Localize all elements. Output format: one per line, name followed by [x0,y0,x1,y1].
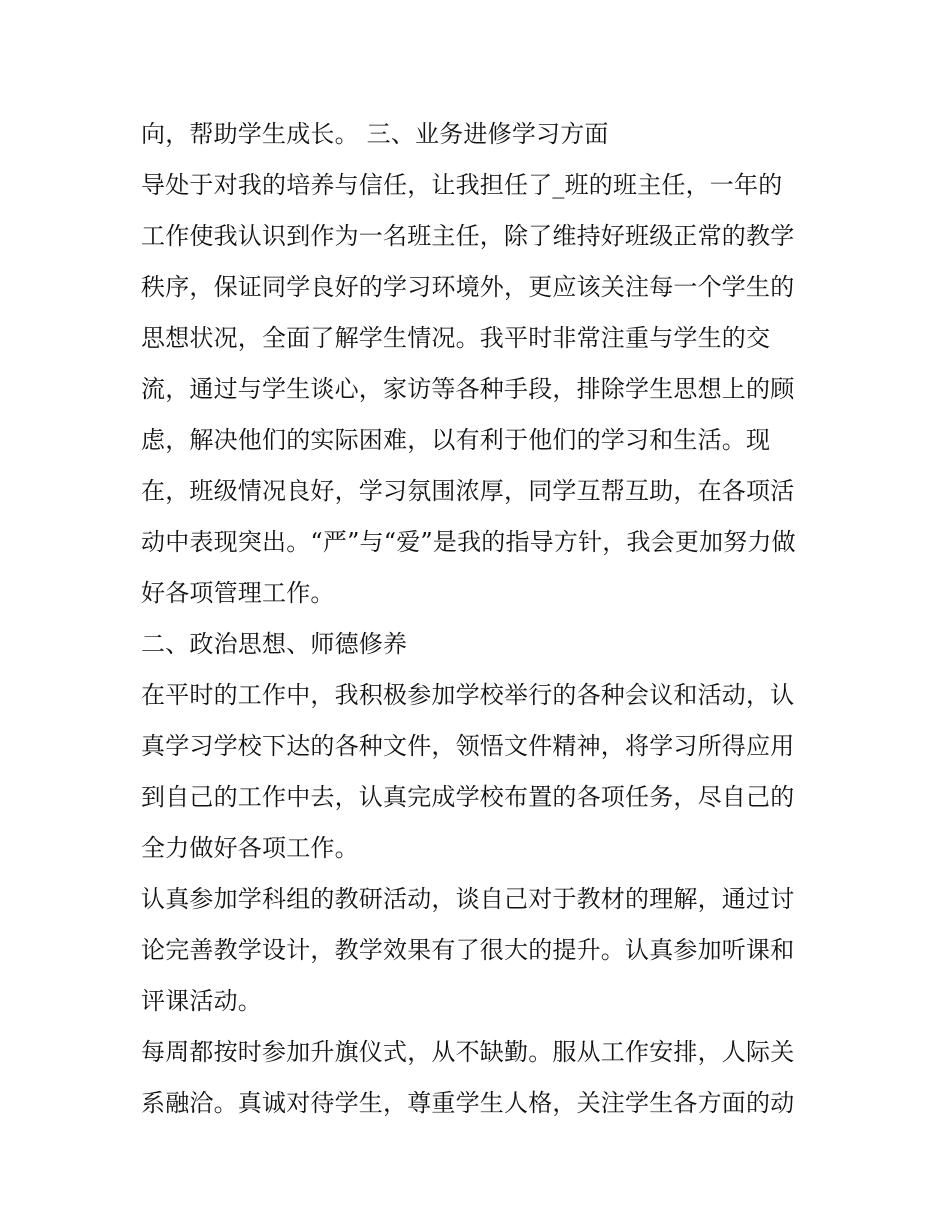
text-line-14: 到自己的工作中去，认真完成学校布置的各项任务，尽自己的 [141,783,795,811]
text-line-1: 向，帮助学生成长。 三、业务进修学习方面 [141,120,609,148]
text-line-18: 评课活动。 [141,987,262,1015]
text-line-4: 秩序，保证同学良好的学习环境外，更应该关注每一个学生的 [141,273,795,301]
text-line-19: 每周都按时参加升旗仪式，从不缺勤。服从工作安排，人际关 [141,1038,795,1066]
section-heading-politics: 二、政治思想、师德修养 [141,630,408,658]
text-line-2: 导处于对我的培养与信任，让我担任了_班的班主任，一年的 [141,171,783,199]
text-line-8: 在，班级情况良好，学习氛围浓厚，同学互帮互助，在各项活 [141,477,795,505]
text-line-7: 虑，解决他们的实际困难，以有利于他们的学习和生活。现 [141,426,771,454]
document-body [141,109,813,1129]
text-line-3: 工作使我认识到作为一名班主任，除了维持好班级正常的教学 [141,222,795,250]
text-line-6: 流，通过与学生谈心，家访等各种手段，排除学生思想上的顾 [141,375,795,403]
text-line-12: 在平时的工作中，我积极参加学校举行的各种会议和活动，认 [141,681,795,709]
text-line-15: 全力做好各项工作。 [141,834,359,862]
text-line-5: 思想状况，全面了解学生情况。我平时非常注重与学生的交 [141,324,771,352]
text-line-20: 系融洽。真诚对待学生，尊重学生人格，关注学生各方面的动 [141,1089,795,1117]
text-line-16: 认真参加学科组的教研活动，谈自己对于教材的理解，通过讨 [141,885,795,913]
text-line-17: 论完善教学设计，教学效果有了很大的提升。认真参加听课和 [141,936,795,964]
text-line-13: 真学习学校下达的各种文件，领悟文件精神，将学习所得应用 [141,732,795,760]
text-line-10: 好各项管理工作。 [141,579,335,607]
text-line-9: 动中表现突出。“严”与“爱”是我的指导方针，我会更加努力做 [141,528,796,556]
